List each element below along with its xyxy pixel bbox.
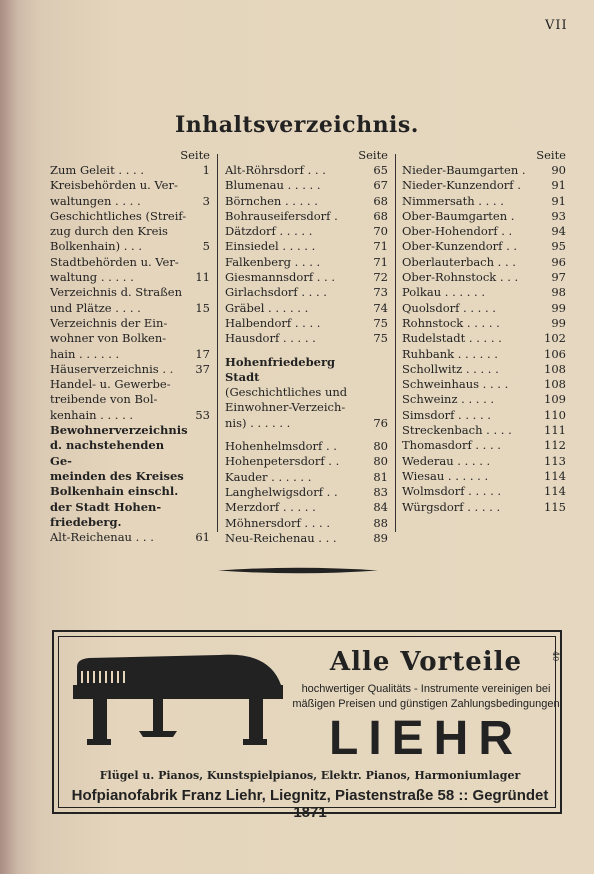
- toc-entry-page: 17: [195, 346, 210, 361]
- toc-entry: [225, 500, 388, 515]
- toc-entry: [402, 423, 566, 438]
- toc-entry-text: der Stadt Hohen-: [50, 499, 162, 514]
- toc-entry: [225, 224, 388, 239]
- toc-entry-text: Bolkenhain einschl.: [50, 484, 179, 499]
- toc-entry-page: 74: [373, 300, 388, 315]
- toc-entry: [50, 530, 210, 545]
- toc-entry: [50, 316, 210, 331]
- toc-entry-page: 91: [551, 193, 566, 208]
- toc-entry-text: Nimmersath . . . .: [402, 193, 504, 208]
- toc-entry: [50, 347, 210, 362]
- toc-entry-text: Thomasdorf . . . .: [402, 438, 501, 453]
- toc-entry-page: 99: [551, 300, 566, 315]
- column-divider: [217, 154, 218, 532]
- toc-entry: [402, 362, 566, 377]
- toc-entry-text: Schollwitz . . . . .: [402, 361, 499, 376]
- toc-entry: [402, 316, 566, 331]
- toc-entry-text: Alt-Röhrsdorf . . .: [225, 163, 326, 177]
- toc-entry: [402, 163, 566, 178]
- toc-entry-page: 84: [373, 500, 388, 515]
- table-of-contents: [50, 148, 566, 545]
- toc-entry-page: 108: [544, 361, 566, 376]
- toc-entry-text: Falkenberg . . . .: [225, 254, 321, 269]
- toc-entry-text: Alt-Reichenau . . .: [50, 530, 154, 545]
- toc-entry-text: Wederau . . . . .: [402, 453, 491, 468]
- toc-entry: [50, 377, 210, 392]
- toc-entry-text: (Geschichtliches und: [225, 385, 348, 400]
- toc-entry-text: Blumenau . . . . .: [225, 178, 321, 193]
- toc-entry-text: Ruhbank . . . . . .: [402, 346, 498, 361]
- toc-entry-page: 75: [373, 315, 388, 330]
- toc-entry: [225, 516, 388, 531]
- toc-entry-text: Merzdorf . . . . .: [225, 500, 316, 515]
- toc-entry-page: 81: [373, 469, 388, 484]
- toc-entry: [50, 392, 210, 407]
- toc-entry: [225, 194, 388, 209]
- toc-entry: [225, 454, 388, 469]
- toc-entry-page: 83: [373, 484, 388, 499]
- toc-entry: [50, 408, 210, 423]
- toc-entry: [50, 194, 210, 209]
- toc-entry-page: 95: [551, 239, 566, 254]
- toc-entry-page: 65: [373, 163, 388, 177]
- toc-entry-page: 113: [544, 453, 566, 468]
- toc-entry-page: 53: [195, 407, 210, 422]
- toc-entry-page: 68: [373, 193, 388, 208]
- toc-entry: [225, 178, 388, 193]
- toc-entry: [402, 392, 566, 407]
- toc-entry-text: Quolsdorf . . . . .: [402, 300, 496, 315]
- toc-entry-text: Polkau . . . . . .: [402, 285, 485, 300]
- toc-entry-text: Wolmsdorf . . . . .: [402, 484, 502, 499]
- toc-entry-text: hain . . . . . .: [50, 346, 120, 361]
- toc-entry-text: Ober-Rohnstock . . .: [402, 270, 519, 285]
- column-header: Seite: [536, 148, 566, 162]
- toc-entry-page: 97: [551, 270, 566, 285]
- toc-entry: [225, 301, 388, 316]
- toc-entry: [402, 408, 566, 423]
- toc-entry-page: 89: [373, 530, 388, 545]
- toc-entry-text: Bohrauseifersdorf .: [225, 208, 338, 223]
- toc-entry-text: Wiesau . . . . . .: [402, 468, 489, 483]
- toc-entry-text: kenhain . . . . .: [50, 407, 134, 422]
- toc-entry: [402, 484, 566, 499]
- toc-entry-text: Schweinhaus . . . .: [402, 377, 509, 392]
- toc-entry-page: 90: [551, 163, 566, 177]
- toc-entry: [225, 385, 388, 400]
- toc-entry-text: Hohenfriedeberg Stadt: [225, 354, 340, 384]
- toc-entry-text: Rudelstadt . . . . .: [402, 331, 502, 346]
- toc-entry-text: Einsiedel . . . . .: [225, 239, 316, 254]
- ad-inner-frame: [58, 636, 560, 821]
- toc-entry-text: Dätzdorf . . . . .: [225, 224, 313, 239]
- toc-entry-text: Gräbel . . . . . .: [225, 300, 309, 315]
- toc-entry: [50, 515, 210, 530]
- toc-entry-page: 115: [544, 499, 566, 514]
- toc-entry-page: 80: [373, 439, 388, 454]
- toc-entry-page: 71: [373, 239, 388, 254]
- toc-entry-text: treibende von Bol-: [50, 392, 158, 407]
- ad-code: 40: [551, 651, 560, 662]
- toc-entry-page: 5: [202, 239, 210, 254]
- toc-entry: [402, 255, 566, 270]
- toc-entry: [225, 416, 388, 431]
- toc-entry: [225, 347, 388, 355]
- toc-entry: [225, 163, 388, 178]
- toc-entry-text: friedeberg.: [50, 514, 122, 529]
- toc-entry: [50, 301, 210, 316]
- toc-entry-text: Würgsdorf . . . . .: [402, 499, 501, 514]
- toc-entry-page: 70: [373, 224, 388, 239]
- toc-entry-page: 72: [373, 270, 388, 285]
- toc-entry: [225, 239, 388, 254]
- toc-entry-text: und Plätze . . . .: [50, 300, 141, 315]
- toc-entry: [402, 285, 566, 300]
- ornamental-divider: [218, 566, 378, 575]
- toc-entry-page: 108: [544, 377, 566, 392]
- toc-entry-page: 111: [544, 423, 566, 438]
- toc-entry: [225, 209, 388, 224]
- toc-entry-text: Kauder . . . . . .: [225, 469, 312, 484]
- toc-entry-text: Rohnstock . . . . .: [402, 315, 500, 330]
- toc-entry: [50, 500, 210, 515]
- toc-entry-text: Ober-Hohendorf . .: [402, 224, 513, 239]
- toc-entry-text: wohner von Bolken-: [50, 331, 167, 346]
- column-divider: [395, 154, 396, 532]
- page-title: Inhaltsverzeichnis.: [175, 112, 419, 138]
- toc-entry: [50, 163, 210, 178]
- toc-entry: [402, 178, 566, 193]
- toc-entry-text: Schweinz . . . . .: [402, 392, 495, 407]
- ad-headline: Alle Vorteile: [329, 647, 523, 677]
- toc-entry-page: 68: [373, 208, 388, 223]
- toc-entry-page: 106: [544, 346, 566, 361]
- toc-entry-text: Bewohnerverzeichnis: [50, 423, 188, 438]
- toc-entry-text: nis) . . . . . .: [225, 415, 291, 430]
- toc-entry-text: waltung . . . . .: [50, 270, 134, 285]
- column-header: Seite: [180, 148, 210, 162]
- toc-entry-page: 94: [551, 224, 566, 239]
- advertisement: [52, 630, 562, 821]
- toc-entry-page: 88: [373, 515, 388, 530]
- toc-entry-text: Hohenhelmsdorf . .: [225, 439, 337, 454]
- toc-column-2: [225, 148, 388, 545]
- toc-entry-page: 1: [202, 163, 210, 177]
- toc-entry: [225, 531, 388, 546]
- toc-entry-text: Verzeichnis der Ein-: [50, 315, 168, 330]
- toc-entry-page: 110: [544, 407, 566, 422]
- toc-entry-text: Häuserverzeichnis . .: [50, 361, 174, 376]
- toc-entry: [402, 301, 566, 316]
- toc-entry-page: 99: [551, 315, 566, 330]
- toc-entry-page: 3: [202, 193, 210, 208]
- toc-entry-text: Streckenbach . . . .: [402, 423, 512, 438]
- toc-entry: [402, 239, 566, 254]
- toc-entry-page: 11: [195, 270, 210, 285]
- toc-entry-page: 37: [195, 361, 210, 376]
- toc-entry: [402, 454, 566, 469]
- toc-entry-page: 102: [544, 331, 566, 346]
- toc-entry: [225, 255, 388, 270]
- toc-entry: [50, 423, 210, 438]
- toc-entry-page: 112: [544, 438, 566, 453]
- toc-entry: [50, 438, 210, 469]
- toc-entry: [402, 500, 566, 515]
- toc-entry-page: 80: [373, 454, 388, 469]
- ad-subline-2: mäßigen Preisen und günstigen Zahlungsbedingungen: [292, 698, 560, 710]
- toc-entry-text: Zum Geleit . . . .: [50, 163, 144, 177]
- toc-column-3: [402, 148, 566, 528]
- toc-entry-page: 91: [551, 178, 566, 193]
- toc-entry-text: Geschichtliches (Streif-: [50, 208, 187, 223]
- toc-entry-text: Nieder-Kunzendorf .: [402, 178, 521, 193]
- toc-entry-text: Oberlauterbach . . .: [402, 254, 516, 269]
- toc-entry: [50, 331, 210, 346]
- toc-entry: [50, 484, 210, 499]
- toc-entry: [50, 255, 210, 270]
- ad-products: Flügel u. Pianos, Kunstspielpianos, Elektr. Pianos, Harmoniumlager: [99, 769, 521, 782]
- column-header: Seite: [358, 148, 388, 162]
- toc-entry-text: Nieder-Baumgarten .: [402, 163, 526, 177]
- toc-entry: [50, 270, 210, 285]
- toc-entry: [50, 224, 210, 239]
- toc-entry-page: 76: [373, 415, 388, 430]
- toc-entry-page: 15: [195, 300, 210, 315]
- toc-entry-page: 114: [544, 484, 566, 499]
- toc-entry-page: 114: [544, 468, 566, 483]
- toc-entry-text: Bolkenhain) . . .: [50, 239, 142, 254]
- toc-entry-text: Ober-Baumgarten .: [402, 208, 515, 223]
- toc-entry-page: 96: [551, 254, 566, 269]
- toc-entry-text: Möhnersdorf . . . .: [225, 515, 330, 530]
- toc-entry: [50, 469, 210, 484]
- toc-entry-page: 109: [544, 392, 566, 407]
- toc-entry: [50, 285, 210, 300]
- toc-entry-page: 67: [373, 178, 388, 193]
- toc-entry-text: Girlachsdorf . . . .: [225, 285, 327, 300]
- toc-entry: [402, 209, 566, 224]
- toc-entry-text: Halbendorf . . . .: [225, 315, 321, 330]
- toc-entry-text: zug durch den Kreis: [50, 224, 168, 239]
- toc-entry-text: waltungen . . . .: [50, 193, 141, 208]
- toc-entry: [225, 316, 388, 331]
- grand-piano-icon: [69, 645, 284, 753]
- toc-entry: [402, 331, 566, 346]
- toc-entry-page: 71: [373, 254, 388, 269]
- toc-entry: [402, 377, 566, 392]
- toc-entry: [225, 431, 388, 439]
- toc-entry: [50, 178, 210, 193]
- toc-entry: [225, 270, 388, 285]
- toc-entry-text: Stadtbehörden u. Ver-: [50, 254, 179, 269]
- toc-entry-text: d. nachstehenden Ge-: [50, 438, 169, 468]
- toc-entry-text: Langhelwigsdorf . .: [225, 484, 338, 499]
- toc-entry-text: Handel- u. Gewerbe-: [50, 377, 171, 392]
- toc-entry-text: Hohenpetersdorf . .: [225, 454, 340, 469]
- toc-entry-text: Kreisbehörden u. Ver-: [50, 178, 178, 193]
- toc-entry: [50, 362, 210, 377]
- toc-entry-text: Neu-Reichenau . . .: [225, 530, 337, 545]
- toc-entry: [225, 470, 388, 485]
- toc-entry-page: 93: [551, 208, 566, 223]
- toc-entry-page: 98: [551, 285, 566, 300]
- toc-entry-text: Giesmannsdorf . . .: [225, 270, 336, 285]
- toc-entry-text: Börnchen . . . . .: [225, 193, 318, 208]
- toc-entry: [50, 209, 210, 224]
- toc-entry: [402, 194, 566, 209]
- toc-entry-text: Simsdorf . . . . .: [402, 407, 491, 422]
- ad-subline-1: hochwertiger Qualitäts - Instrumente vereinigen bei: [301, 683, 551, 695]
- toc-entry: [402, 438, 566, 453]
- toc-entry-text: Hausdorf . . . . .: [225, 331, 316, 346]
- ad-footer: Hofpianofabrik Franz Liehr, Liegnitz, Piastenstraße 58 :: Gegründet 1871: [71, 787, 549, 821]
- toc-entry-text: meinden des Kreises: [50, 468, 184, 483]
- toc-column-1: [50, 148, 210, 545]
- toc-entry-text: Ober-Kunzendorf . .: [402, 239, 518, 254]
- toc-entry: [225, 355, 388, 386]
- toc-entry-text: Einwohner-Verzeich-: [225, 400, 346, 415]
- toc-entry: [225, 331, 388, 346]
- toc-entry: [225, 439, 388, 454]
- toc-entry: [50, 239, 210, 254]
- toc-entry: [402, 224, 566, 239]
- page-number: VII: [545, 18, 568, 33]
- toc-entry: [402, 270, 566, 285]
- toc-entry-text: Verzeichnis d. Straßen: [50, 285, 183, 300]
- ad-brand: LIEHR: [329, 712, 523, 765]
- toc-entry: [225, 400, 388, 415]
- toc-entry: [225, 485, 388, 500]
- toc-entry: [402, 347, 566, 362]
- toc-entry: [402, 469, 566, 484]
- toc-entry: [225, 285, 388, 300]
- toc-entry-page: 73: [373, 285, 388, 300]
- toc-entry-page: 75: [373, 331, 388, 346]
- toc-entry-page: 61: [195, 530, 210, 545]
